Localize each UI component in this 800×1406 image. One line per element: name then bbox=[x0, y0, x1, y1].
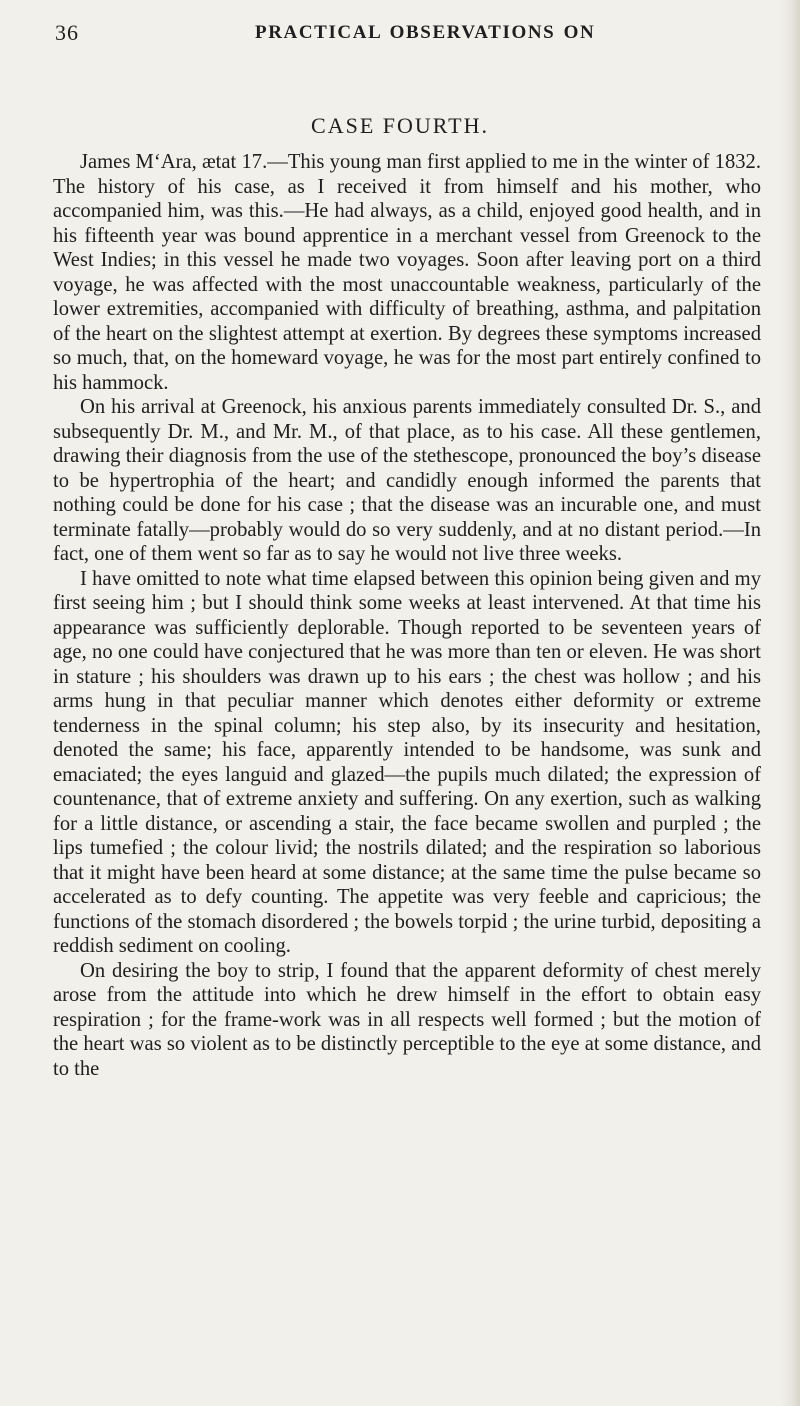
body-text bbox=[53, 150, 761, 1081]
running-title: PRACTICAL OBSERVATIONS ON bbox=[255, 22, 596, 43]
paragraph: On desiring the boy to strip, I found that the apparent deformity of chest merely arose from the attitude into which he drew himself in the effort to obtain easy respiration ; for the frame-work was in all respects well formed ; but the motion of the heart was so violent as to be distinctly perceptible to the eye at some distance, and to the bbox=[53, 959, 761, 1080]
running-header bbox=[55, 20, 755, 50]
page-number: 36 bbox=[55, 20, 79, 45]
paragraph: On his arrival at Greenock, his anxious parents immediately consulted Dr. S., and subsequently Dr. M., and Mr. M., of that place, as to his case. All these gentlemen, drawing their diagnosis from the use of the stethescope, pronounced the boy’s disease to be hypertrophia of the heart; and candidly enough informed the parents that nothing could be done for his case ; that the disease was an incurable one, and must terminate fatally—probably would do so very suddenly, and at no distant period.—In fact, one of them went so far as to say he would not live three weeks. bbox=[53, 396, 761, 565]
paragraph: I have omitted to note what time elapsed between this opinion being given and my first seeing him ; but I should think some weeks at least intervened. At that time his appearance was sufficiently deplorable. Though reported to be seventeen years of age, no one could have conjectured that he was more than ten or eleven. He was short in stature ; his shoulders was drawn up to his ears ; the chest was hollow ; and his arms hung in that peculiar manner which denotes either deformity or extreme tenderness in the spinal column; his step also, by its insecurity and hesitation, denoted the same; his face, apparently intended to be handsome, was sunk and emaciated; the eyes languid and glazed—the pupils much dilated; the expression of countenance, that of extreme anxiety and suffering. On any exertion, such as walking for a little distance, or ascending a stair, the face became swollen and purpled ; the lips tumefied ; the colour livid; the nostrils dilated; and the respiration so laborious that it might have been heard at some distance; at the same time the pulse became so accelerated as to defy counting. The appetite was very feeble and capricious; the functions of the stomach disordered ; the bowels torpid ; the urine turbid, depositing a reddish sediment on cooling. bbox=[53, 567, 761, 957]
page-edge-shadow bbox=[780, 0, 800, 1406]
case-heading: CASE FOURTH. bbox=[311, 113, 489, 138]
paragraph: James M‘Ara, ætat 17.—This young man first applied to me in the winter of 1832. The history of his case, as I received it from himself and his mother, who accompanied him, was this.—He had always, as a child, enjoyed good health, and in his fifteenth year was bound apprentice in a merchant vessel from Greenock to the West Indies; in this vessel he made two voyages. Soon after leaving port on a third voyage, he was affected with the most unaccountable weakness, particularly of the lower extremities, accompanied with difficulty of breathing, asthma, and palpitation of the heart on the slightest attempt at exertion. By degrees these symptoms increased so much, that, on the homeward voyage, he was for the most part entirely confined to his hammock. bbox=[53, 151, 761, 394]
